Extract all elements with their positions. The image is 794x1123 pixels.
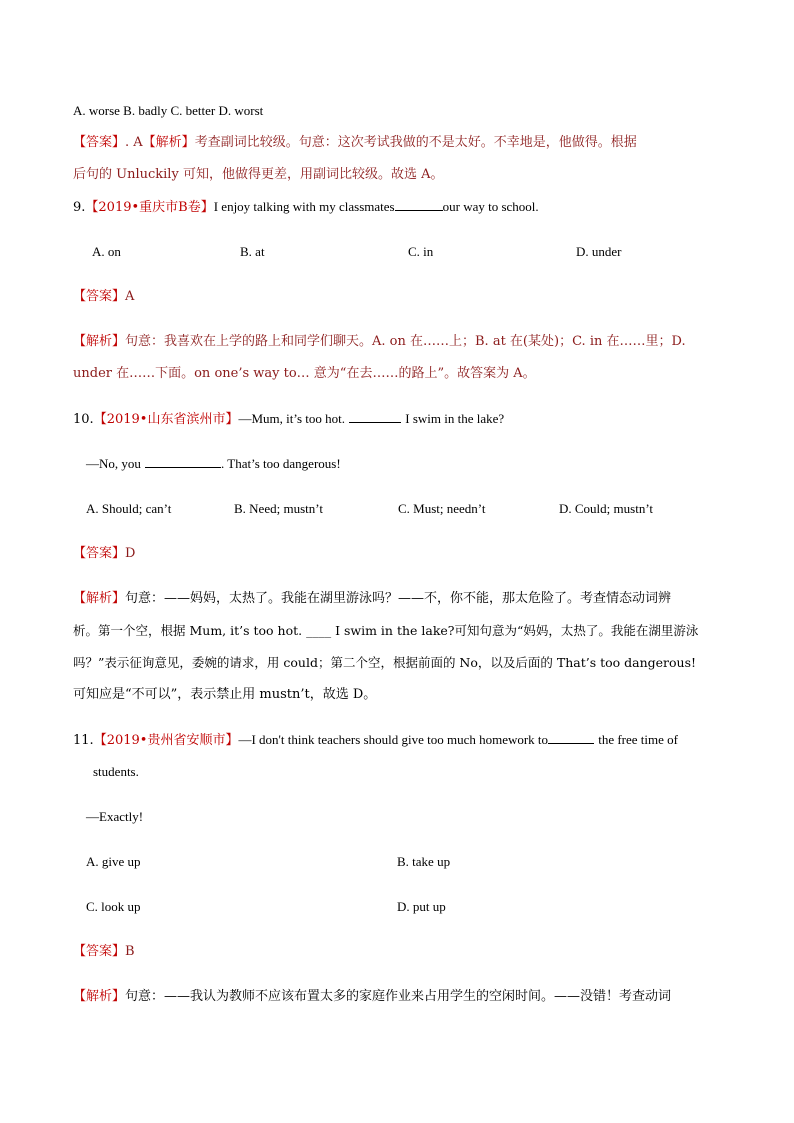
q9-answer-line	[73, 288, 134, 306]
q11-stem	[73, 731, 678, 750]
q8-analysis-line2: 后句的 Unluckily 可知，他做得更差，用副词比较级。故选 A。	[73, 167, 444, 182]
q10-option-c: C. Must; needn’t	[398, 501, 486, 516]
analysis-tag: 【解析】	[73, 989, 126, 1004]
analysis-text: 句意：——我认为教师不应该布置太多的家庭作业来占用学生的空闲时间。——没错！考查动词	[125, 989, 672, 1004]
question-source: 【2019•山东省滨州市】	[93, 412, 239, 427]
q9-option-a: A. on	[92, 244, 121, 259]
answer-tag: 【答案】	[73, 944, 126, 959]
analysis-text: 考查副词比较级。句意：这次考试我做的不是太好。不幸地是，他做得。根据	[194, 135, 637, 150]
q11-option-a: A. give up	[86, 854, 141, 869]
q9-stem	[73, 198, 539, 217]
question-source: 【2019•贵州省安顺市】	[93, 733, 239, 748]
stem-text: the free time of	[598, 732, 678, 747]
q9-option-d: D. under	[576, 244, 622, 259]
answer-blank	[395, 198, 443, 211]
q10-analysis-line4: 可知应是“不可以”，表示禁止用 mustn’t，故选 D。	[73, 687, 377, 702]
q10-option-b: B. Need; mustn’t	[234, 501, 323, 516]
reply-text: . That’s too dangerous!	[221, 456, 341, 471]
q11-reply: —Exactly!	[86, 809, 144, 824]
answer-value: D	[125, 546, 136, 561]
q10-option-d: D. Could; mustn’t	[559, 501, 654, 516]
q9-option-b: B. at	[240, 244, 265, 259]
q11-option-c: C. look up	[86, 899, 141, 914]
stem-text: our way to school.	[442, 199, 539, 214]
analysis-text: 句意：我喜欢在上学的路上和同学们聊天。A. on 在……上；B. at 在(某处)；C. in 在……里；D.	[125, 334, 686, 349]
q10-analysis-line2: 析。第一个空，根据 Mum, it’s too hot. ____ I swim in the lake?可知句意为“妈妈，太热了。我能在湖里游泳	[73, 623, 699, 638]
answer-tag: 【答案】	[73, 546, 126, 561]
q8-options: A. worse B. badly C. better D. worst	[73, 103, 264, 118]
q10-option-a: A. Should; can’t	[86, 501, 172, 516]
q10-stem	[73, 410, 504, 429]
q10-analysis-line3: 吗？”表示征询意见，委婉的请求，用 could；第二个空，根据前面的 No，以及后面的 That’s too dangerous!	[73, 655, 697, 670]
q10-analysis-line1	[73, 590, 671, 608]
analysis-tag: 【解析】	[142, 135, 195, 150]
stem-text: —I don't think teachers should give too much homework to	[238, 732, 549, 747]
q11-option-d: D. put up	[397, 899, 446, 914]
q10-reply	[86, 455, 341, 474]
q9-analysis-line2: under 在……下面。on one’s way to… 意为“在去……的路上”。故答案为 A。	[73, 366, 536, 381]
q11-answer-line	[73, 943, 135, 961]
answer-blank	[145, 455, 221, 468]
question-number: 10.	[73, 412, 94, 427]
answer-blank	[349, 410, 401, 423]
q8-answer-line	[73, 134, 637, 152]
reply-text: —No, you	[86, 456, 141, 471]
answer-value: . A	[125, 135, 143, 150]
q11-stem-line2: students.	[93, 764, 139, 779]
answer-blank	[548, 731, 594, 744]
analysis-tag: 【解析】	[73, 334, 126, 349]
q9-option-c: C. in	[408, 244, 434, 259]
analysis-text: 句意：——妈妈，太热了。我能在湖里游泳吗？——不，你不能，那太危险了。考查情态动词辨	[125, 591, 672, 606]
answer-value: B	[125, 944, 135, 959]
analysis-tag: 【解析】	[73, 591, 126, 606]
answer-value: A	[125, 289, 135, 304]
q11-analysis-line1	[73, 988, 671, 1006]
q9-analysis-line1	[73, 333, 686, 351]
stem-text: —Mum, it’s too hot.	[238, 411, 345, 426]
stem-text: I enjoy talking with my classmates	[213, 199, 395, 214]
answer-tag: 【答案】	[73, 289, 126, 304]
question-source: 【2019•重庆市B卷】	[85, 200, 214, 215]
q10-answer-line	[73, 545, 135, 563]
q11-option-b: B. take up	[397, 854, 451, 869]
question-number: 9.	[73, 200, 86, 215]
question-number: 11.	[73, 733, 94, 748]
answer-tag: 【答案】	[73, 135, 126, 150]
stem-text: I swim in the lake?	[405, 411, 505, 426]
